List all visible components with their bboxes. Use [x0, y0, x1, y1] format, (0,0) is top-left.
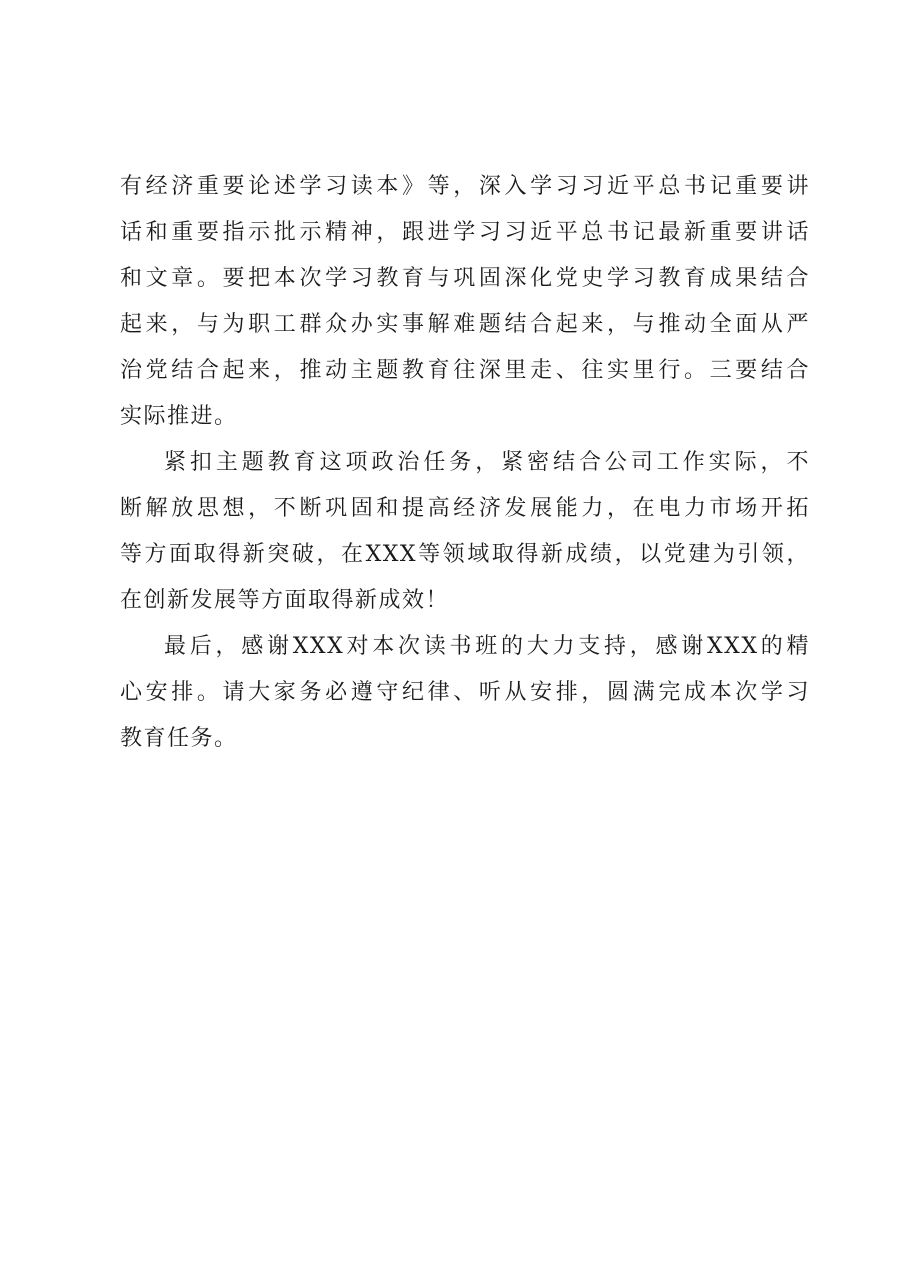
paragraph-line: 等方面取得新突破，在XXX等领域取得新成绩，以党建为引领， [120, 542, 810, 567]
paragraph-line: 在创新发展等方面取得新成效！ [120, 588, 450, 613]
paragraph-line: 有经济重要论述学习读本》等，深入学习习近平总书记重要讲 [120, 174, 810, 199]
paragraph-2 [120, 440, 810, 624]
paragraph-line: 心安排。请大家务必遵守纪律、听从安排，圆满完成本次学习 [120, 680, 810, 705]
paragraph-line: 教育任务。 [120, 726, 238, 751]
document-body [120, 164, 810, 762]
paragraph-line: 治党结合起来，推动主题教育往深里走、往实里行。三要结合 [120, 358, 810, 383]
paragraph-line: 紧扣主题教育这项政治任务，紧密结合公司工作实际，不 [164, 450, 810, 475]
paragraph-line: 断解放思想，不断巩固和提高经济发展能力，在电力市场开拓 [120, 496, 810, 521]
paragraph-line: 最后，感谢XXX对本次读书班的大力支持，感谢XXX的精 [164, 634, 810, 659]
paragraph-line: 起来，与为职工群众办实事解难题结合起来，与推动全面从严 [120, 312, 810, 337]
paragraph-3 [120, 624, 810, 762]
paragraph-line: 和文章。要把本次学习教育与巩固深化党史学习教育成果结合 [120, 266, 810, 291]
paragraph-line: 实际推进。 [120, 404, 238, 429]
paragraph-line: 话和重要指示批示精神，跟进学习习近平总书记最新重要讲话 [120, 220, 810, 245]
paragraph-1 [120, 164, 810, 440]
